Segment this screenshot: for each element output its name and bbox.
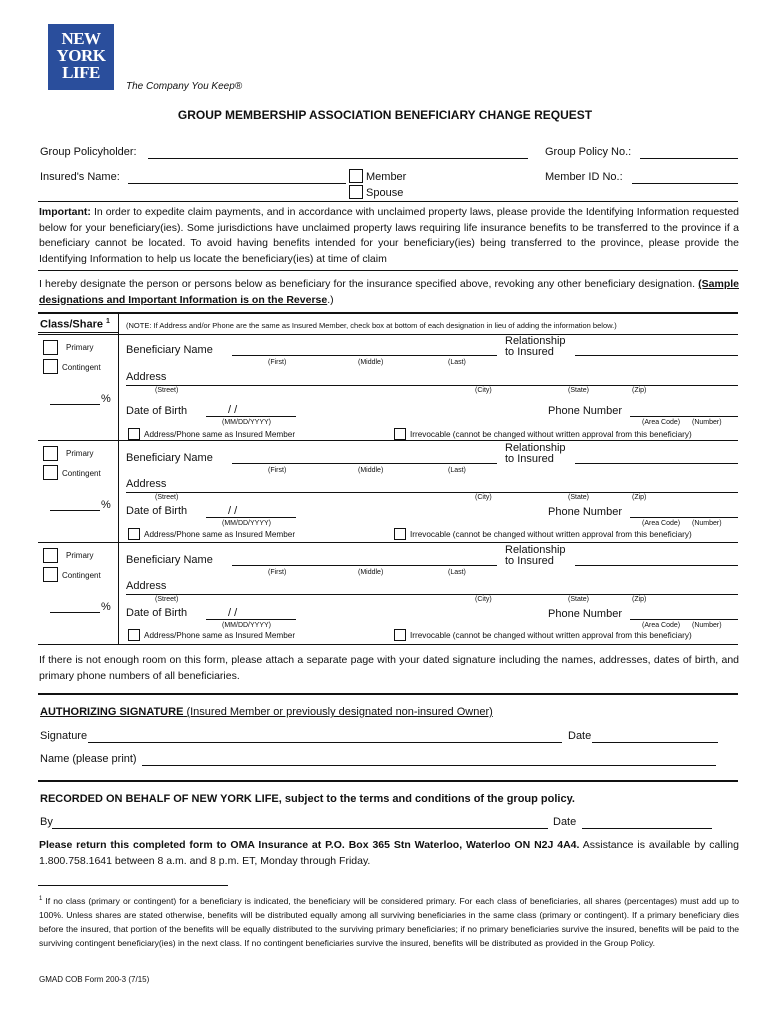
primary-checkbox[interactable]: [43, 340, 58, 355]
dob-format-caption: (MM/DD/YYYY): [222, 622, 271, 629]
zip-caption: (Zip): [632, 387, 647, 394]
contingent-checkbox[interactable]: [43, 359, 58, 374]
same-address-checkbox[interactable]: [128, 528, 140, 540]
percent-sign: %: [101, 393, 111, 405]
primary-label: Primary: [66, 551, 94, 560]
dob-format-caption: (MM/DD/YYYY): [222, 419, 271, 426]
name-print-label: Name (please print): [40, 753, 137, 765]
phone-field[interactable]: [630, 416, 738, 417]
form-title: GROUP MEMBERSHIP ASSOCIATION BENEFICIARY CHANGE REQUEST: [177, 108, 593, 122]
contingent-checkbox[interactable]: [43, 465, 58, 480]
street-caption: (Street): [155, 596, 179, 603]
beneficiary-row-3: [0, 542, 770, 644]
percent-sign: %: [101, 499, 111, 511]
share-percent-field[interactable]: [50, 612, 100, 613]
policy-no-label: Group Policy No.:: [545, 146, 632, 158]
table-bottom-rule: [38, 644, 738, 645]
address-label: Address: [126, 371, 167, 383]
by-field[interactable]: [52, 828, 548, 829]
same-address-label: Address/Phone same as Insured Member: [144, 530, 296, 539]
member-checkbox[interactable]: [349, 169, 363, 183]
contingent-label: Contingent: [62, 469, 101, 478]
contingent-label: Contingent: [62, 363, 101, 372]
phone-label: Phone Number: [548, 608, 622, 620]
member-id-label: Member ID No.:: [545, 171, 623, 183]
return-instructions: Please return this completed form to OMA Insurance at P.O. Box 365 Stn Waterloo, Waterloo ON N2J 4A4. Assistance is available by calling 1.800.758.1641 between 8 a.m. and 8 p.m. ET, Monday through Friday.: [39, 839, 739, 867]
beneficiary-name-field[interactable]: [232, 355, 497, 356]
relationship-label: Relationship to Insured: [505, 544, 566, 567]
same-address-checkbox[interactable]: [128, 629, 140, 641]
irrevocable-label: Irrevocable (cannot be changed without written approval from this beneficiary): [410, 530, 692, 539]
address-label: Address: [126, 478, 167, 490]
number-caption: (Number): [692, 622, 722, 629]
last-caption: (Last): [448, 569, 466, 576]
same-address-checkbox[interactable]: [128, 428, 140, 440]
state-caption: (State): [568, 494, 590, 501]
member-id-field[interactable]: [632, 183, 738, 184]
number-caption: (Number): [692, 419, 722, 426]
first-caption: (First): [268, 467, 287, 474]
last-caption: (Last): [448, 467, 466, 474]
primary-checkbox[interactable]: [43, 446, 58, 461]
middle-caption: (Middle): [358, 569, 384, 576]
irrevocable-label: Irrevocable (cannot be changed without written approval from this beneficiary): [410, 430, 692, 439]
dob-label: Date of Birth: [126, 505, 188, 517]
member-label: Member: [366, 171, 407, 183]
dob-format-caption: (MM/DD/YYYY): [222, 520, 271, 527]
new-york-life-logo: NEW YORK LIFE: [48, 24, 114, 90]
policyholder-label: Group Policyholder:: [40, 146, 137, 158]
address-field[interactable]: [126, 492, 738, 493]
auth-date-field[interactable]: [592, 742, 718, 743]
middle-caption: (Middle): [358, 467, 384, 474]
dob-slashes: / /: [228, 404, 238, 416]
dob-slashes: / /: [228, 607, 238, 619]
relationship-label: Relationship to Insured: [505, 335, 566, 358]
dob-field[interactable]: [206, 619, 296, 620]
footnote: $^1$ If no class (primary or contingent) for a beneficiary is indicated, the beneficiary will be considered primary. For each class of beneficiaries, all shares (percentages) must add up to 100%. Unless shares are stated otherwise, benefits will be distributed equally among all surviving beneficiaries in the same class (primary or contingent). If a primary beneficiary dies before the insured, that portion of the benefits will be equally distributed to the surviving primary beneficiaries; if no primary beneficiaries survive the insured, benefits will be paid to the surviving contingent beneficiary(ies) in the next class. If no contingent beneficiaries survive the insured, benefits will be distributed as provided in the Group Policy.: [39, 895, 739, 948]
address-field[interactable]: [126, 594, 738, 595]
beneficiary-name-label: Beneficiary Name: [126, 554, 213, 566]
dob-label: Date of Birth: [126, 607, 188, 619]
same-address-label: Address/Phone same as Insured Member: [144, 430, 296, 439]
beneficiary-name-field[interactable]: [232, 565, 497, 566]
street-caption: (Street): [155, 494, 179, 501]
state-caption: (State): [568, 387, 590, 394]
city-caption: (City): [475, 387, 492, 394]
middle-caption: (Middle): [358, 359, 384, 366]
beneficiary-name-label: Beneficiary Name: [126, 452, 213, 464]
dob-field[interactable]: [206, 416, 296, 417]
section-divider: [38, 780, 738, 782]
first-caption: (First): [268, 569, 287, 576]
table-top-rule: [38, 312, 738, 314]
beneficiary-name-field[interactable]: [232, 463, 497, 464]
street-caption: (Street): [155, 387, 179, 394]
first-caption: (First): [268, 359, 287, 366]
divider: [38, 270, 738, 271]
share-percent-field[interactable]: [50, 404, 100, 405]
name-print-field[interactable]: [142, 765, 716, 766]
spouse-checkbox[interactable]: [349, 185, 363, 199]
policyholder-field[interactable]: [148, 158, 528, 159]
section-divider: [38, 693, 738, 695]
attach-note: If there is not enough room on this form, please attach a separate page with your dated signature including the names, addresses, dates of birth, and primary phone numbers of all beneficiaries.: [39, 654, 739, 682]
footnote-rule: [38, 885, 228, 886]
form-id: GMAD COB Form 200-3 (7/15): [39, 975, 150, 984]
irrevocable-checkbox[interactable]: [394, 428, 406, 440]
dob-field[interactable]: [206, 517, 296, 518]
policy-no-field[interactable]: [640, 158, 738, 159]
relationship-label: Relationship to Insured: [505, 442, 566, 465]
table-note: (NOTE: If Address and/or Phone are the same as Insured Member, check box at bottom of each designation in lieu of adding the information below.): [126, 321, 617, 330]
dob-slashes: / /: [228, 505, 238, 517]
recorded-heading: RECORDED ON BEHALF OF NEW YORK LIFE, subject to the terms and conditions of the group policy.: [40, 793, 575, 805]
area-code-caption: (Area Code): [642, 520, 681, 527]
authorizing-heading: AUTHORIZING SIGNATURE (Insured Member or previously designated non-insured Owner): [40, 706, 493, 718]
number-caption: (Number): [692, 520, 722, 527]
signature-field[interactable]: [88, 742, 562, 743]
class-share-header: Class/Share $^1$: [40, 318, 110, 331]
divider: [38, 201, 738, 202]
address-label: Address: [126, 580, 167, 592]
contingent-label: Contingent: [62, 571, 101, 580]
tagline: The Company You Keep®: [126, 81, 243, 92]
area-code-caption: (Area Code): [642, 419, 681, 426]
irrevocable-label: Irrevocable (cannot be changed without written approval from this beneficiary): [410, 631, 692, 640]
by-label: By: [40, 816, 53, 828]
auth-date-label: Date: [568, 730, 592, 742]
area-code-caption: (Area Code): [642, 622, 681, 629]
insured-name-label: Insured's Name:: [40, 171, 120, 183]
percent-sign: %: [101, 601, 111, 613]
designation-statement: I hereby designate the person or persons below as beneficiary for the insurance specified above, revoking any other beneficiary designation. (Sample designations and Important Information is on the Reverse.): [39, 278, 739, 306]
primary-checkbox[interactable]: [43, 548, 58, 563]
primary-label: Primary: [66, 449, 94, 458]
city-caption: (City): [475, 596, 492, 603]
beneficiary-row-1: [0, 334, 770, 440]
spouse-label: Spouse: [366, 187, 404, 199]
class-share-underline: [38, 332, 118, 333]
recorded-date-label: Date: [553, 816, 577, 828]
last-caption: (Last): [448, 359, 466, 366]
city-caption: (City): [475, 494, 492, 501]
phone-field[interactable]: [630, 517, 738, 518]
insured-name-field[interactable]: [128, 183, 346, 184]
relationship-field[interactable]: [575, 355, 738, 356]
share-percent-field[interactable]: [50, 510, 100, 511]
relationship-field[interactable]: [575, 565, 738, 566]
signature-label: Signature: [40, 730, 88, 742]
contingent-checkbox[interactable]: [43, 567, 58, 582]
beneficiary-name-label: Beneficiary Name: [126, 344, 213, 356]
address-field[interactable]: [126, 385, 738, 386]
same-address-label: Address/Phone same as Insured Member: [144, 631, 296, 640]
dob-label: Date of Birth: [126, 405, 188, 417]
recorded-date-field[interactable]: [582, 828, 712, 829]
state-caption: (State): [568, 596, 590, 603]
phone-field[interactable]: [630, 619, 738, 620]
relationship-field[interactable]: [575, 463, 738, 464]
primary-label: Primary: [66, 343, 94, 352]
beneficiary-row-2: [0, 440, 770, 542]
important-notice: Important: In order to expedite claim payments, and in accordance with unclaimed property laws, please provide the Identifying Information requested below for your beneficiary(ies). Some jurisdictions have unclaimed property laws requiring life insurance benefits to be transferred to the province if a beneficiary cannot be located. To avoid having benefits intended for your beneficiary(ies) being transferred to the province, please provide the Identifying Information to help us locate the beneficiary(ies) at time of claim: [39, 206, 739, 265]
phone-label: Phone Number: [548, 506, 622, 518]
phone-label: Phone Number: [548, 405, 622, 417]
zip-caption: (Zip): [632, 494, 647, 501]
irrevocable-checkbox[interactable]: [394, 528, 406, 540]
irrevocable-checkbox[interactable]: [394, 629, 406, 641]
zip-caption: (Zip): [632, 596, 647, 603]
